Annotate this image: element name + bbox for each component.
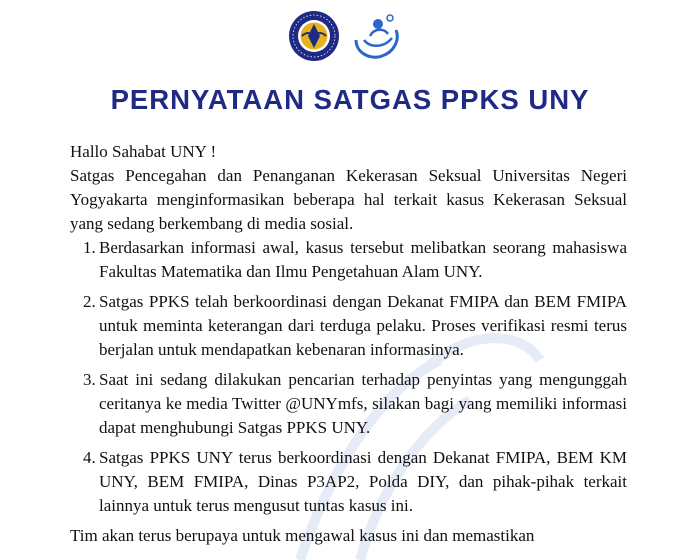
list-item-number: 4. [83,448,96,467]
uny-seal-logo [288,10,340,62]
intro-paragraph: Satgas Pencegahan dan Penanganan Kekerasan Seksual Universitas Negeri Yogyakarta menginformasikan beberapa hal terkait kasus Kekerasan Seksual yang sedang berkembang di media sosial. [70,166,627,233]
page-title: PERNYATAAN SATGAS PPKS UNY [110,84,590,115]
statement-body [70,140,627,548]
list-item [70,236,627,284]
list-item [70,446,627,518]
greeting-text: Hallo Sahabat UNY ! [70,142,217,161]
list-item-number: 3. [83,370,96,389]
list-item-number: 2. [83,292,96,311]
list-item-text: Satgas PPKS UNY terus berkoordinasi dengan Dekanat FMIPA, BEM KM UNY, BEM FMIPA, Dinas P3AP2, Polda DIY, dan pihak-pihak terkait lainnya untuk terus mengusut tuntas kasus ini. [99,448,627,515]
list-item [70,290,627,362]
header-logos [0,8,700,64]
list-item-number: 1. [83,238,96,257]
list-item [70,368,627,440]
list-item-text: Saat ini sedang dilakukan pencarian terhadap penyintas yang mengunggah ceritanya ke media Twitter @UNYmfs, silakan bagi yang memiliki informasi dapat menghubungi Satgas PPKS UNY. [99,370,627,437]
statement-points [70,236,627,518]
satgas-ppks-logo [350,10,406,62]
list-item-text: Berdasarkan informasi awal, kasus tersebut melibatkan seorang mahasiswa Fakultas Matematika dan Ilmu Pengetahuan Alam UNY. [99,238,627,281]
closing-paragraph: Tim akan terus berupaya untuk mengawal kasus ini dan memastikan [70,526,535,545]
list-item-text: Satgas PPKS telah berkoordinasi dengan Dekanat FMIPA dan BEM FMIPA untuk meminta keterangan dari terduga pelaku. Proses verifikasi resmi terus berjalan untuk mendapatkan kebenaran informasinya. [99,292,627,359]
